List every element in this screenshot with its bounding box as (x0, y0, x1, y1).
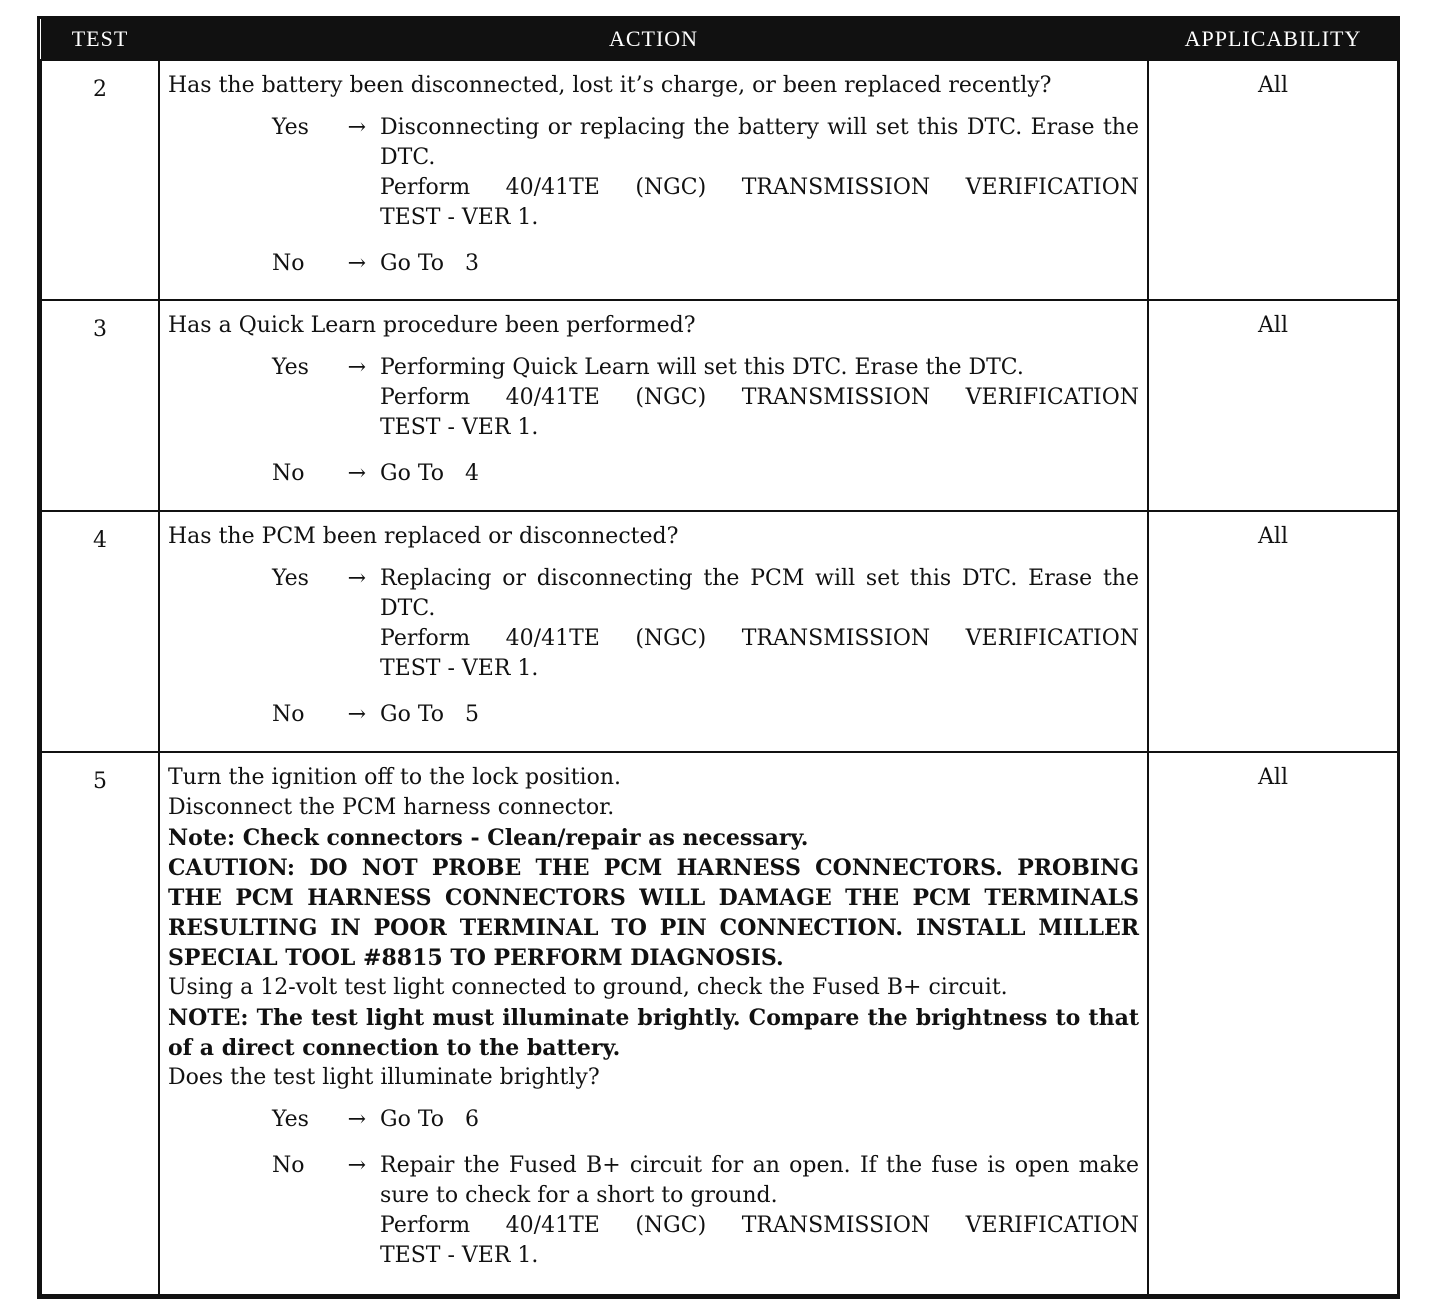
arrow-icon: → (347, 461, 366, 486)
question: Has the PCM been replaced or disconnected? (168, 524, 679, 549)
header-applicability: APPLICABILITY (1148, 19, 1398, 60)
response-line: TEST - VER 1. (380, 205, 539, 230)
step-text: Turn the ignition off to the lock position. (168, 765, 621, 790)
test-number: 5 (41, 752, 159, 1295)
arrow-icon: → (347, 115, 366, 140)
table-header (41, 19, 1398, 60)
response-line: Repair the Fused B+ circuit for an open. If the fuse is open make sure to check for a short to ground. (380, 1153, 1139, 1208)
response-line: Perform 40/41TE (NGC) TRANSMISSION VERIFICATION (380, 175, 1139, 200)
response-line: Perform 40/41TE (NGC) TRANSMISSION VERIFICATION (380, 385, 1139, 410)
response-line: TEST - VER 1. (380, 656, 539, 681)
no-response (168, 249, 1139, 279)
yes-label: Yes (272, 115, 309, 140)
test-number: 2 (41, 60, 159, 300)
note-text: NOTE: The test light must illuminate brightly. Compare the brightness to that of a direct connection to the battery. (168, 1005, 1139, 1061)
action-cell (159, 300, 1148, 511)
no-label: No (272, 251, 305, 276)
yes-response (168, 353, 1139, 443)
response-line: Go To 6 (380, 1107, 479, 1132)
response-line: Replacing or disconnecting the PCM will set this DTC. Erase the DTC. (380, 566, 1139, 621)
yes-response (168, 1105, 1139, 1135)
step-text: Using a 12-volt test light connected to ground, check the Fused B+ circuit. (168, 975, 1008, 1000)
arrow-icon: → (347, 1153, 366, 1178)
arrow-icon: → (347, 355, 366, 380)
step-text: Disconnect the PCM harness connector. (168, 795, 615, 820)
yes-label: Yes (272, 1107, 309, 1132)
no-label: No (272, 702, 305, 727)
applicability-cell: All (1148, 511, 1398, 752)
response-line: Go To 3 (380, 251, 479, 276)
yes-label: Yes (272, 566, 309, 591)
table-row (41, 60, 1398, 300)
action-cell (159, 752, 1148, 1295)
arrow-icon: → (347, 1107, 366, 1132)
table-row (41, 300, 1398, 511)
note-text: Note: Check connectors - Clean/repair as necessary. (168, 825, 809, 851)
no-response (168, 459, 1139, 489)
test-action-table (40, 19, 1399, 1296)
action-cell (159, 511, 1148, 752)
response-line: Go To 4 (380, 461, 479, 486)
no-response (168, 700, 1139, 730)
action-cell (159, 60, 1148, 300)
table-row (41, 752, 1398, 1295)
no-response (168, 1151, 1139, 1271)
yes-response (168, 564, 1139, 684)
response-line: Perform 40/41TE (NGC) TRANSMISSION VERIFICATION (380, 626, 1139, 651)
response-line: TEST - VER 1. (380, 415, 539, 440)
caution-text: CAUTION: DO NOT PROBE THE PCM HARNESS CONNECTORS. PROBING THE PCM HARNESS CONNECTORS WILL DAMAGE THE PCM TERMINALS RESULTING IN POOR TERMINAL TO PIN CONNECTION. INSTALL MILLER SPECIAL TOOL #8815 TO PERFORM DIAGNOSIS. (168, 855, 1139, 971)
applicability-cell: All (1148, 752, 1398, 1295)
response-line: Performing Quick Learn will set this DTC. Erase the DTC. (380, 355, 1024, 380)
arrow-icon: → (347, 566, 366, 591)
header-action: ACTION (159, 19, 1148, 60)
no-label: No (272, 461, 305, 486)
table-row (41, 511, 1398, 752)
yes-label: Yes (272, 355, 309, 380)
applicability-cell: All (1148, 60, 1398, 300)
header-test: TEST (41, 19, 159, 60)
yes-response (168, 113, 1139, 233)
response-line: Go To 5 (380, 702, 479, 727)
question: Does the test light illuminate brightly? (168, 1065, 600, 1090)
response-line: TEST - VER 1. (380, 1243, 539, 1268)
diagnostic-table (37, 16, 1400, 1299)
response-line: Disconnecting or replacing the battery will set this DTC. Erase the DTC. (380, 115, 1139, 170)
applicability-cell: All (1148, 300, 1398, 511)
arrow-icon: → (347, 702, 366, 727)
response-line: Perform 40/41TE (NGC) TRANSMISSION VERIFICATION (380, 1213, 1139, 1238)
no-label: No (272, 1153, 305, 1178)
test-number: 4 (41, 511, 159, 752)
arrow-icon: → (347, 251, 366, 276)
question: Has a Quick Learn procedure been performed? (168, 313, 696, 338)
test-number: 3 (41, 300, 159, 511)
question: Has the battery been disconnected, lost it’s charge, or been replaced recently? (168, 73, 1052, 98)
